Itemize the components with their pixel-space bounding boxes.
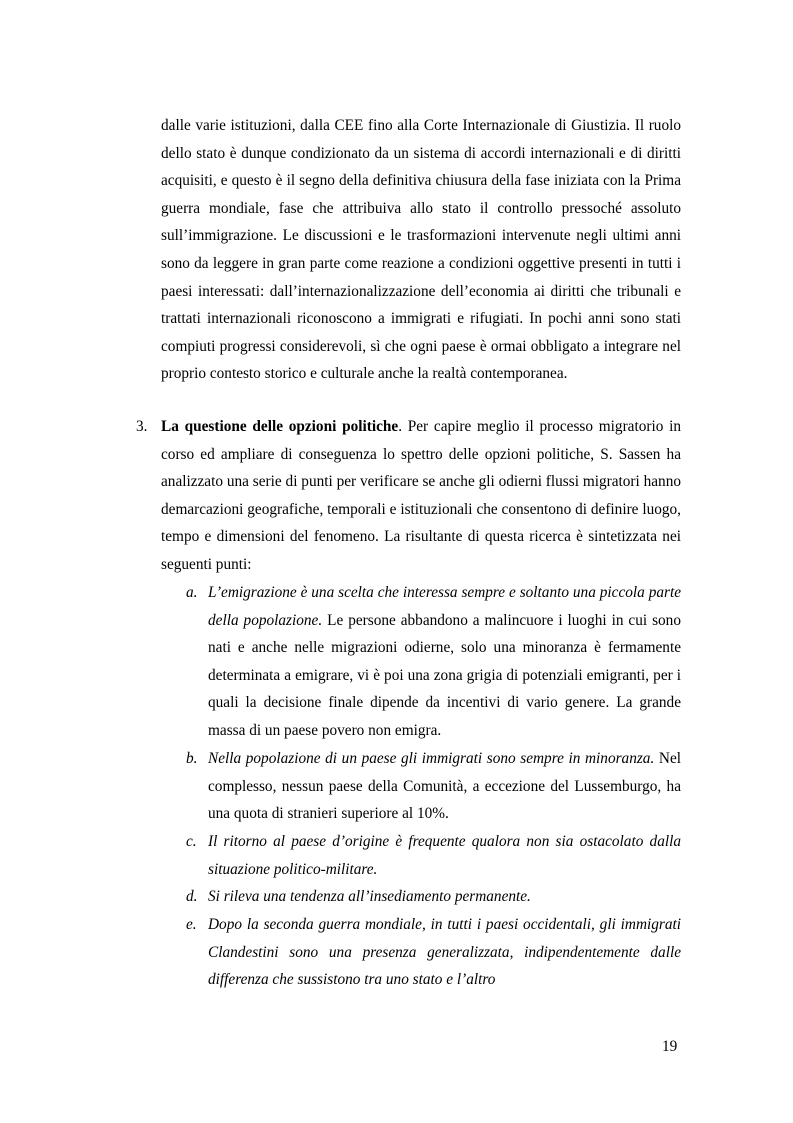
sub-item-italic: Il ritorno al paese d’origine è frequente qualora non sia ostacolato dalla situazione politico-militare. bbox=[208, 833, 681, 878]
sub-item-letter: e. bbox=[186, 916, 197, 933]
sub-item-letter: a. bbox=[186, 584, 198, 601]
sub-item-italic: Nella popolazione di un paese gli immigrati sono sempre in minoranza. bbox=[208, 750, 655, 767]
sub-item-italic: L’emigrazione è una scelta che interessa sempre e soltanto una piccola parte della popolazione. bbox=[208, 584, 681, 629]
sub-item-italic: Si rileva una tendenza all’insediamento permanente. bbox=[208, 888, 531, 905]
page-number: 19 bbox=[662, 1038, 678, 1055]
list-item-number: 3. bbox=[136, 418, 148, 435]
list-item-text: . Per capire meglio il processo migratorio in corso ed ampliare di conseguenza lo spettro delle opzioni politiche, S. Sassen ha analizzato una serie di punti per verificare se anche gli odierni flussi migratori hanno demarcazioni geografiche, temporali e istituzionali che consentono di definire luogo, tempo e dimensioni del fenomeno. La risultante di questa ricerca è sintetizzata nei seguenti punti: bbox=[161, 418, 682, 573]
list-item-3 bbox=[161, 413, 681, 579]
sub-item-letter: d. bbox=[186, 888, 198, 905]
section-heading: La questione delle opzioni politiche bbox=[161, 418, 399, 435]
sub-item-plain: Le persone abbandono a malincuore i luoghi in cui sono nati e anche nelle migrazioni odierne, solo una minoranza è fermamente determinata a emigrare, vi è poi una zona grigia di potenziali emigranti, per i quali la decisione finale dipende da incentivi di vario genere. La grande massa di un paese povero non emigra. bbox=[208, 611, 681, 739]
body-paragraph: dalle varie istituzioni, dalla CEE fino alla Corte Internazionale di Giustizia. Il ruolo dello stato è dunque condizionato da un sistema di accordi internazionali e di diritti acquisiti, e questo è il segno della definitiva chiusura della fase iniziata con la Prima guerra mondiale, fase che attribuiva allo stato il controllo pressoché assoluto sull’immigrazione. Le discussioni e le trasformazioni intervenute negli ultimi anni sono da leggere in gran parte come reazione a condizioni oggettive presenti in tutti i paesi interessati: dall’internazionalizzazione dell’economia ai diritti che tribunali e trattati internazionali riconoscono a immigrati e rifugiati. In pochi anni sono stati compiuti progressi considerevoli, sì che ogni paese è ormai obbligato a integrare nel proprio contesto storico e culturale anche la realtà contemporanea. bbox=[161, 117, 681, 383]
sub-item-italic: Dopo la seconda guerra mondiale, in tutti i paesi occidentali, gli immigrati Clandestini sono una presenza generalizzata, indipendentemente dalle differenza che sussistono tra uno stato e l’altro bbox=[208, 916, 681, 989]
sub-item-letter: b. bbox=[186, 750, 198, 767]
sub-item-plain: Nel complesso, nessun paese della Comunità, a eccezione del Lussemburgo, ha una quota di stranieri superiore al 10%. bbox=[208, 750, 682, 823]
sub-item-letter: c. bbox=[186, 833, 197, 850]
